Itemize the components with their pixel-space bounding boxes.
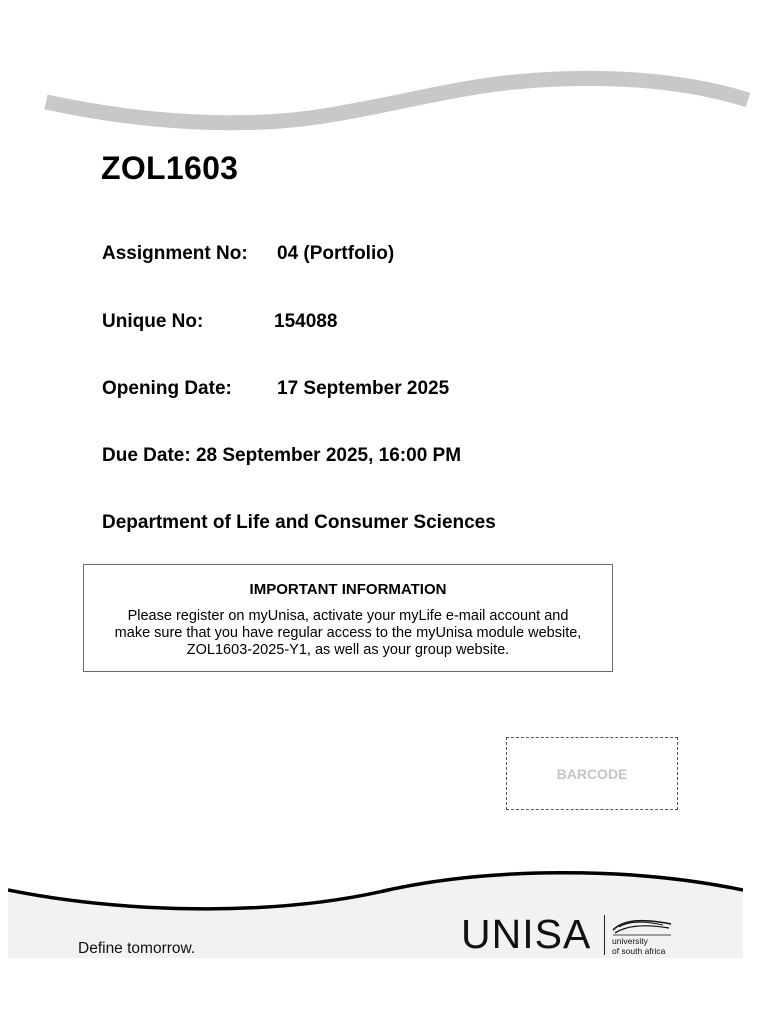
assignment-number-value: 04 (Portfolio) [277,243,395,264]
opening-date-value: 17 September 2025 [277,378,450,399]
logo-divider [604,915,605,955]
unisa-tagline: Define tomorrow. [78,940,196,957]
unique-number-value: 154088 [274,311,338,332]
top-swoosh-decoration [0,60,768,150]
unique-number-row [102,311,338,333]
opening-date-row [102,378,450,400]
unisa-logo-subtitle [612,937,665,956]
important-information-heading: IMPORTANT INFORMATION [249,581,447,598]
barcode-placeholder [506,737,678,810]
department-name: Department of Life and Consumer Sciences [102,512,496,533]
module-code-title: ZOL1603 [101,150,239,186]
logo-subtitle-line-2: of south africa [612,945,666,956]
unique-number-label: Unique No: [102,311,204,332]
important-information-box [83,564,613,672]
assignment-number-label: Assignment No: [102,243,248,264]
unisa-logo-wordmark: UNISA [461,911,592,957]
due-date-row: Due Date: 28 September 2025, 16:00 PM [102,445,462,466]
logo-subtitle-line-1: university [612,936,648,946]
assignment-number-row [102,243,395,265]
barcode-label: BARCODE [556,765,628,782]
opening-date-label: Opening Date: [102,378,232,399]
unisa-emblem-icon [611,916,673,936]
important-information-text: Please register on myUnisa, activate your myLife e-mail account and make sure that you have regular access to the myUnisa module website, ZOL1603-2025-Y1, as well as your group website. [114,608,582,658]
